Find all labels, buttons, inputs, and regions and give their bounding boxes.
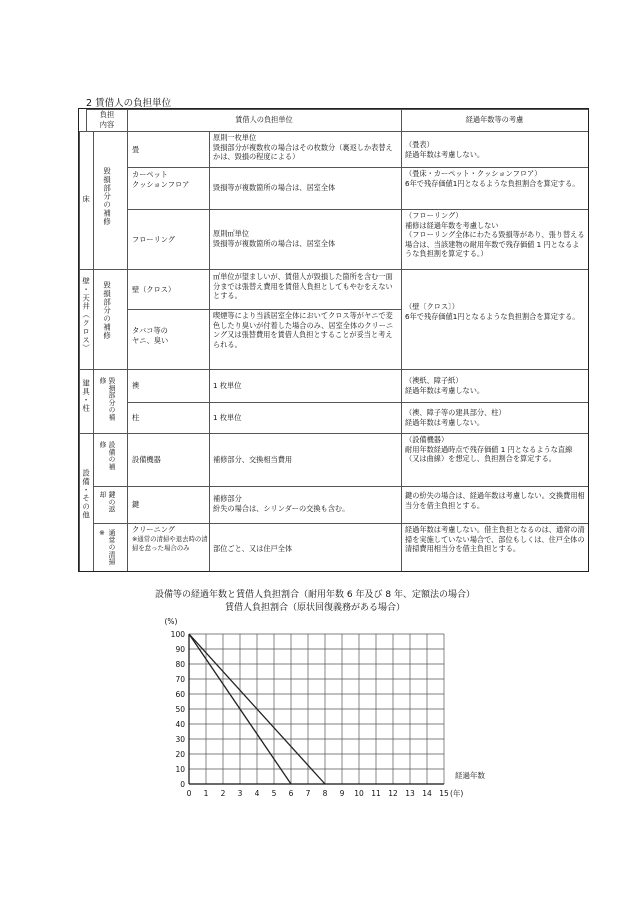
x-tick-label: 5 — [271, 789, 277, 798]
sub-floor: 毀損部分の補修 — [102, 167, 112, 226]
item-fusuma: 襖 — [132, 381, 140, 390]
unit-tatami: 原則一枚単位 毀損部分が複数枚の場合はその枚数分（裏返しか表替えかは、毀損の程度による） — [213, 133, 393, 162]
group-floor: 床 — [81, 195, 91, 204]
x-tick-label: 6 — [288, 789, 294, 798]
y-tick-label: 90 — [175, 645, 185, 654]
item-equipment: 設備機器 — [132, 455, 161, 464]
x-tick-label: 10 — [354, 789, 364, 798]
header-years: 経過年数等の考慮 — [465, 115, 524, 124]
x-tick-label: 1 — [203, 789, 209, 798]
group-wall: 壁・天井（クロス） — [81, 277, 91, 353]
unit-fusuma: 1 枚単位 — [213, 381, 242, 390]
group-fitting: 建具・柱 — [81, 379, 91, 413]
x-tick-label: 2 — [220, 789, 226, 798]
y-tick-label: 60 — [175, 690, 185, 699]
y-tick-label: 40 — [175, 720, 185, 729]
years-cleaning: 経過年数は考慮しない。借主負担となるのは、通常の清掃を実施していない場合で、部位もしくは、住戸全体の清掃費用相当分を借主負担とする。 — [405, 525, 585, 554]
item-tobacco: タバコ等の ヤニ、臭い — [132, 326, 169, 345]
item-pillar: 柱 — [132, 413, 140, 422]
header-unit: 賃借人の負担単位 — [235, 115, 293, 124]
sub-equipment: 設備の補修 — [98, 441, 115, 471]
years-wall: （壁〔クロス〕） 6年で残存価値1円となるような負担割合を算定する。 — [405, 302, 580, 321]
unit-equipment: 補修部分、交換相当費用 — [213, 455, 293, 464]
years-flooring: （フローリング） 補修は経過年数を考慮しない （フローリング全体にわたる毀損等があり、張り替える場合は、当該建物の耐用年数で残存価値 1 円となるような負担割を算定する。） — [405, 211, 585, 259]
unit-tobacco: 喫煙等により当該居室全体においてクロス等がヤニで変色したり臭いが付着した場合のみ、居室全体のクリーニング又は張替費用を賃借人負担とすることが妥当と考えられる。 — [213, 311, 394, 349]
x-tick-label: 9 — [339, 789, 345, 798]
unit-carpet: 毀損等が複数箇所の場合は、居室全体 — [213, 183, 336, 192]
x-tick-label: 7 — [305, 789, 311, 798]
item-wall: 壁（クロス） — [132, 285, 176, 294]
y-tick-label: 20 — [175, 750, 185, 759]
item-key: 鍵 — [132, 500, 140, 509]
y-tick-label: 100 — [170, 630, 185, 639]
years-key: 鍵の紛失の場合は、経過年数は考慮しない。交換費用相当分を借主負担とする。 — [405, 491, 585, 510]
sub-wall: 毀損部分の補修 — [102, 281, 112, 340]
y-tick-label: 80 — [175, 660, 185, 669]
x-tick-label: 0 — [186, 789, 192, 798]
years-fusuma: （襖紙、障子紙） 経過年数は考慮しない。 — [405, 376, 485, 395]
item-flooring: フローリング — [132, 235, 175, 244]
item-carpet: カーペット クッションフロア — [132, 170, 190, 189]
unit-key: 補修部分 紛失の場合は、シリンダーの交換も含む。 — [213, 494, 350, 513]
unit-wall: ㎡単位が望ましいが、賃借人が毀損した箇所を含む一面分までは張替え費用を賃借人負担としてもやむをえないとする。 — [213, 272, 393, 301]
x-tick-label: 12 — [388, 789, 398, 798]
sub-fitting: 毀損部分の補修 — [98, 377, 115, 421]
x-tick-label: 4 — [254, 789, 260, 798]
y-tick-label: 30 — [175, 735, 185, 744]
item-tatami: 畳 — [132, 145, 140, 154]
years-tatami: （畳表） 経過年数は考慮しない。 — [405, 140, 485, 159]
sub-cleaning: 通常の清掃※ — [98, 529, 115, 566]
years-equipment: （設備機器） 耐用年数経過時点で残存価値 1 円となるような直線（又は曲線）を想定し、負担割合を算定する。 — [405, 435, 573, 464]
chart-subtitle: 賃借人負担割合（原状回復義務がある場合） — [224, 603, 405, 613]
chart-title: 設備等の経過年数と賃借人負担割合（耐用年数 6 年及び 8 年、定額法の場合） — [155, 590, 475, 600]
unit-flooring: 原則㎡単位 毀損等が複数箇所の場合は、居室全体 — [213, 229, 336, 248]
y-tick-label: 0 — [180, 780, 185, 789]
x-tick-label: 11 — [371, 789, 381, 798]
x-tick-label: 13 — [405, 789, 415, 798]
unit-cleaning: 部位ごと、又は住戸全体 — [213, 544, 293, 553]
item-cleaning: クリーニング — [132, 525, 175, 534]
section-title: 2 賃借人の負担単位 — [86, 98, 172, 109]
item-cleaning-note: ※通常の清掃や退去時の清掃を怠った場合のみ — [132, 535, 208, 552]
x-tick-label: 3 — [237, 789, 243, 798]
x-tick-label: 15 — [439, 789, 449, 798]
group-equipment: 設備・その他 — [81, 469, 91, 520]
x-axis-label: 経過年数 — [455, 771, 485, 780]
header-content: 負担 内容 — [99, 110, 115, 129]
sub-key: 鍵の返却 — [98, 491, 115, 513]
y-tick-label: 10 — [175, 765, 185, 774]
unit-pillar: 1 枚単位 — [213, 413, 242, 422]
y-tick-label: 70 — [175, 675, 185, 684]
x-axis-unit: (年) — [450, 789, 464, 798]
x-tick-label: 14 — [422, 789, 432, 798]
y-tick-label: 50 — [175, 705, 185, 714]
y-axis-label: (%) — [164, 617, 178, 626]
x-tick-label: 8 — [322, 789, 328, 798]
years-carpet: （畳床・カーペット・クッションフロア） 6年で残存価値1円となるような負担割合を算定する。 — [405, 169, 580, 188]
years-pillar: （襖、障子等の建具部分、柱） 経過年数は考慮しない。 — [405, 408, 506, 427]
